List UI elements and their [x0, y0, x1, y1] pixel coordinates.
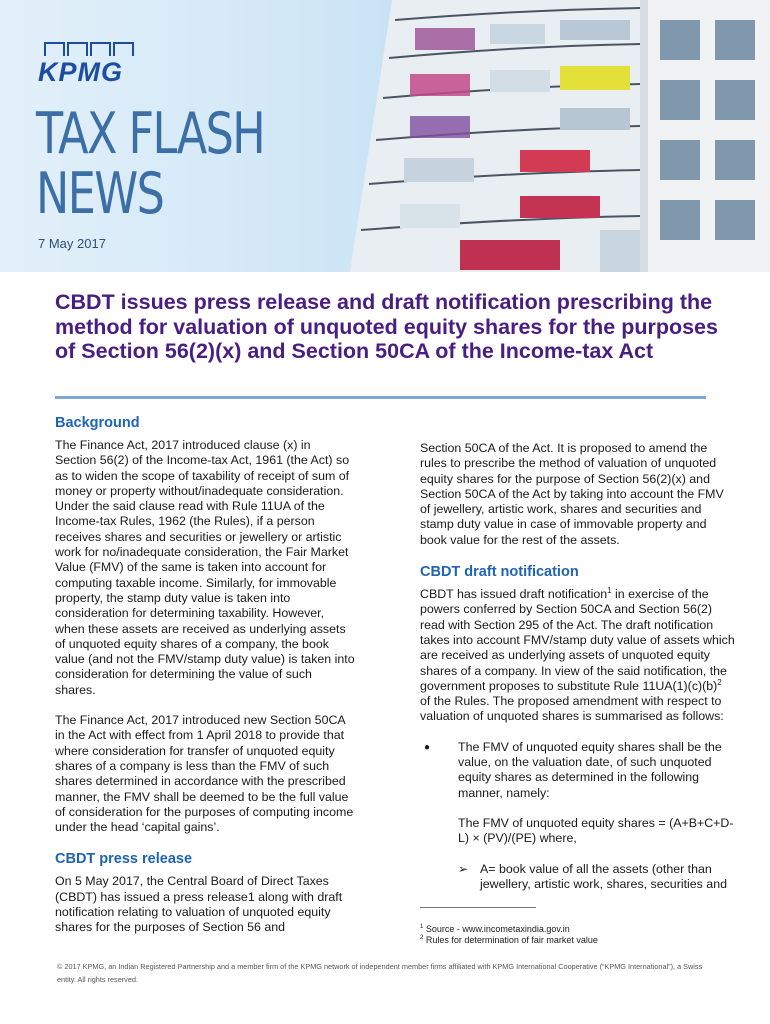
draft-notification-heading: CBDT draft notification — [420, 564, 579, 581]
right-column — [420, 441, 735, 892]
footnote-ref-2: 2 — [717, 677, 722, 687]
left-column — [55, 414, 355, 951]
article-headline: CBDT issues press release and draft notification prescribing the method for valuation of unquoted equity shares for the purposes of Section 56(2)(x) and Section 50CA of the Income-tax Act — [55, 290, 718, 363]
bullet-item: ● The FMV of unquoted equity shares shall be the value, on the valuation date, of such unquoted equity shares as determined in the following manner, namely: — [420, 740, 735, 801]
headline-divider — [55, 396, 706, 399]
footnote-2-text: Rules for determination of fair market value — [423, 935, 598, 945]
press-release-heading: CBDT press release — [55, 851, 193, 868]
continuation-paragraph: Section 50CA of the Act. It is proposed to amend the rules to prescribe the method of valuation of unquoted equity shares for the purpose of Section 56(2)(x) and Section 50CA of the Act by taking into account the FMV of jewellery, artistic work, shares and securities and stamp duty value in case of immovable property and book value for the rest of the assets. — [420, 441, 724, 547]
footnote-1-text: Source - www.incometaxindia.gov.in — [423, 924, 570, 934]
footnote-ref-1: 1 — [607, 585, 612, 595]
fmv-formula: The FMV of unquoted equity shares = (A+B+C+D-L) × (PV)/(PE) where, — [458, 815, 734, 846]
footnote-1 — [420, 924, 598, 935]
issue-date: 7 May 2017 — [38, 236, 106, 251]
background-heading: Background — [55, 415, 140, 431]
arrow-bullet-icon: ➢ — [458, 861, 469, 876]
kpmg-logo — [38, 42, 134, 86]
kpmg-logo-text: KPMG — [38, 57, 123, 87]
tax-flash-title-line2: NEWS — [36, 161, 164, 227]
draft-notification-paragraph — [420, 587, 735, 725]
draft-text-b: in exercise of the powers conferred by Section 50CA and Section 56(2) read with Section 295 of the Act. The draft notification takes into account FMV/stamp duty value of assets which are received as underlying assets of unquoted equity shares of a company. In view of the said notification, the government proposes to substitute Rule 11UA(1)(c)(b) — [420, 587, 735, 693]
draft-text-c: of the Rules. The proposed amendment with respect to valuation of unquoted shares is summarised as follows: — [420, 694, 724, 724]
sub-list-item-text: A= book value of all the assets (other than jewellery, artistic work, shares, securities and — [480, 861, 727, 891]
copyright-notice: © 2017 KPMG, an Indian Registered Partnership and a member firm of the KPMG network of independent member firms affiliated with KPMG International Cooperative (“KPMG International”), a Swiss entity. All rights reserved. — [57, 962, 703, 984]
tax-flash-title — [36, 101, 265, 227]
draft-text-a: CBDT has issued draft notification — [420, 587, 608, 602]
footnote-2 — [420, 935, 598, 946]
tax-flash-title-line1: TAX FLASH — [36, 101, 265, 167]
footnote-1-number: 1 — [420, 924, 424, 930]
background-paragraph-1: The Finance Act, 2017 introduced clause (x) in Section 56(2) of the Income-tax Act, 1961 (the Act) so as to widen the scope of taxability of receipt of sum of money or property without/inadequate consideration. Under the said clause read with Rule 11UA of the Income-tax Rules, 1962 (the Rules), if a person receives shares and securities or jewellery or artistic work for no/inadequate consideration, the Fair Market Value (FMV) of the same is taken into account for computing taxable income. Similarly, for immovable property, the stamp duty value is taken into consideration for determining taxability. However, when these assets are received as underlying assets of unquoted equity shares of a company, the book value (and not the FMV/stamp duty value) is taken into consideration for determining the value of such shares. — [55, 438, 355, 697]
press-release-paragraph: On 5 May 2017, the Central Board of Direct Taxes (CBDT) has issued a press release1 along with draft notification relating to valuation of unquoted equity shares for the purposes of Section 56 and — [55, 874, 343, 935]
footnote-divider — [420, 907, 536, 908]
footnote-2-number: 2 — [420, 935, 424, 941]
sub-list-item — [420, 862, 735, 893]
kpmg-logo-boxes-icon — [44, 42, 134, 56]
header-banner — [0, 0, 770, 272]
footnotes — [420, 924, 598, 946]
background-paragraph-2: The Finance Act, 2017 introduced new Section 50CA in the Act with effect from 1 April 2018 to provide that where consideration for transfer of unquoted equity shares of a company is less than the FMV of such shares determined in accordance with the prescribed manner, the FMV shall be deemed to be the full value of consideration for the purposes of computing income under the head ‘capital gains’. — [55, 713, 354, 835]
